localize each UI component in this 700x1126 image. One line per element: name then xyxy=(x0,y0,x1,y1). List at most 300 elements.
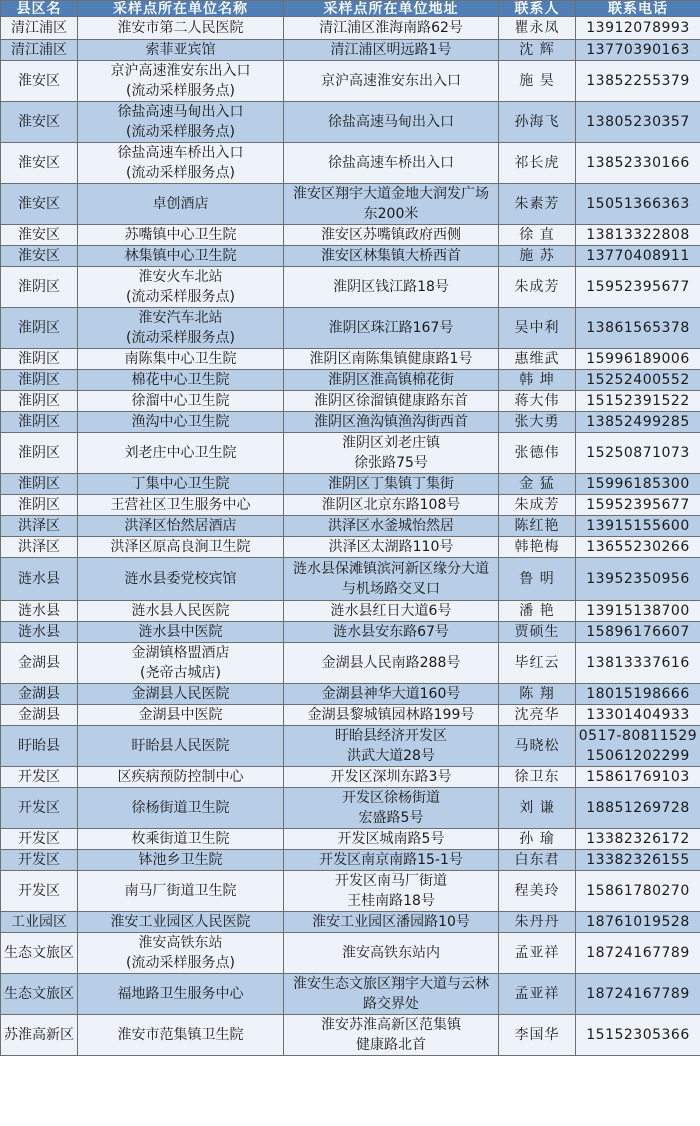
district-cell-line: 淮安区 xyxy=(18,196,60,212)
contact-cell xyxy=(499,412,576,433)
table-row xyxy=(1,40,700,61)
contact-cell xyxy=(499,17,576,40)
site-name-cell-line: 淮安高铁东站 xyxy=(138,935,223,951)
phone-cell xyxy=(576,143,700,184)
table-row xyxy=(1,558,700,601)
district-cell xyxy=(1,974,78,1015)
site-name-cell-line: 林集镇中心卫生院 xyxy=(124,248,237,264)
site-name-cell xyxy=(78,767,284,788)
site-name-cell-line: 淮安火车北站 xyxy=(138,269,223,285)
phone-cell-line: 15051366363 xyxy=(586,196,690,212)
site-address-cell xyxy=(284,495,499,516)
phone-cell xyxy=(576,912,700,933)
header-contact: 联系人 xyxy=(499,1,576,17)
phone-cell xyxy=(576,308,700,349)
district-cell-line: 淮安区 xyxy=(18,73,60,89)
district-cell xyxy=(1,474,78,495)
site-address-cell-line: 淮安工业园区潘园路10号 xyxy=(312,914,470,930)
contact-cell-line: 刘 谦 xyxy=(519,800,555,816)
contact-cell xyxy=(499,391,576,412)
contact-cell xyxy=(499,267,576,308)
site-address-cell xyxy=(284,601,499,622)
table-row xyxy=(1,974,700,1015)
contact-cell xyxy=(499,974,576,1015)
site-address-cell-line: 淮阴区徐溜镇健康路东首 xyxy=(314,393,468,409)
phone-cell xyxy=(576,474,700,495)
district-cell xyxy=(1,184,78,225)
phone-cell xyxy=(576,61,700,102)
site-name-cell-line: 丁集中心卫生院 xyxy=(131,476,230,492)
site-address-cell xyxy=(284,788,499,829)
table-row xyxy=(1,225,700,246)
site-address-cell xyxy=(284,974,499,1015)
table-row xyxy=(1,495,700,516)
site-address-cell xyxy=(284,871,499,912)
site-name-cell xyxy=(78,495,284,516)
contact-cell-line: 白东君 xyxy=(514,852,560,868)
site-name-cell-line: 徐盐高速马甸出入口 xyxy=(117,104,244,120)
phone-cell xyxy=(576,829,700,850)
district-cell xyxy=(1,601,78,622)
phone-cell xyxy=(576,933,700,974)
phone-cell xyxy=(576,601,700,622)
header-district: 县区名 xyxy=(1,1,78,17)
district-cell-line: 淮安区 xyxy=(18,155,60,171)
district-cell xyxy=(1,102,78,143)
district-cell-line: 开发区 xyxy=(18,831,60,847)
contact-cell xyxy=(499,850,576,871)
phone-cell xyxy=(576,684,700,705)
phone-cell-line: 15250871073 xyxy=(586,445,690,461)
header-row xyxy=(1,1,700,17)
phone-cell-line: 13813322808 xyxy=(586,227,690,243)
phone-cell xyxy=(576,433,700,474)
contact-cell-line: 孟亚祥 xyxy=(514,945,560,961)
phone-cell xyxy=(576,349,700,370)
site-name-cell-line: (流动采样服务点) xyxy=(126,165,235,181)
site-address-cell xyxy=(284,184,499,225)
table-row xyxy=(1,184,700,225)
site-address-cell-line: 淮阴区淮高镇棉花街 xyxy=(328,372,454,388)
site-name-cell xyxy=(78,349,284,370)
phone-cell-line: 13655230266 xyxy=(586,539,690,555)
site-address-cell-line: 清江浦区淮海南路62号 xyxy=(319,20,463,36)
site-name-cell xyxy=(78,726,284,767)
site-name-cell xyxy=(78,684,284,705)
site-name-cell xyxy=(78,391,284,412)
site-address-cell-line: 路交界处 xyxy=(363,996,419,1012)
site-address-cell xyxy=(284,61,499,102)
site-address-cell-line: 健康路北首 xyxy=(356,1037,426,1053)
site-address-cell-line: 洪泽区水釜城怡然居 xyxy=(328,518,454,534)
site-address-cell xyxy=(284,474,499,495)
table-row xyxy=(1,412,700,433)
district-cell xyxy=(1,143,78,184)
table-row xyxy=(1,829,700,850)
site-address-cell-line: 开发区南京南路15-1号 xyxy=(319,852,463,868)
contact-cell-line: 沈 辉 xyxy=(519,42,555,58)
phone-cell-line: 18724167789 xyxy=(586,945,690,961)
phone-cell-line: 15952395677 xyxy=(586,497,690,513)
contact-cell-line: 朱素芳 xyxy=(514,196,560,212)
district-cell xyxy=(1,767,78,788)
table-row xyxy=(1,102,700,143)
contact-cell xyxy=(499,102,576,143)
district-cell-line: 涟水县 xyxy=(18,571,60,587)
district-cell-line: 涟水县 xyxy=(18,603,60,619)
site-address-cell xyxy=(284,246,499,267)
phone-cell xyxy=(576,17,700,40)
phone-cell xyxy=(576,767,700,788)
phone-cell-line: 18724167789 xyxy=(586,986,690,1002)
district-cell-line: 淮阴区 xyxy=(18,320,60,336)
district-cell-line: 洪泽区 xyxy=(18,518,60,534)
district-cell-line: 工业园区 xyxy=(11,914,67,930)
contact-cell xyxy=(499,495,576,516)
phone-cell-line: 15152305366 xyxy=(586,1027,690,1043)
district-cell xyxy=(1,788,78,829)
phone-cell xyxy=(576,643,700,684)
district-cell xyxy=(1,391,78,412)
site-name-cell-line: 棉花中心卫生院 xyxy=(131,372,230,388)
site-address-cell-line: 淮安高铁东站内 xyxy=(342,945,440,961)
site-name-cell xyxy=(78,912,284,933)
phone-cell-line: 13852255379 xyxy=(586,73,690,89)
table-row xyxy=(1,726,700,767)
site-address-cell-line: 淮阴区南陈集镇健康路1号 xyxy=(309,351,473,367)
district-cell xyxy=(1,850,78,871)
phone-cell-line: 15952395677 xyxy=(586,279,690,295)
site-address-cell xyxy=(284,412,499,433)
site-address-cell-line: 涟水县保滩镇滨河新区缘分大道 xyxy=(293,561,489,577)
site-address-cell-line: 开发区城南路5号 xyxy=(337,831,445,847)
site-address-cell-line: 金湖县人民南路288号 xyxy=(321,655,461,671)
table-row xyxy=(1,705,700,726)
site-address-cell-line: 与机场路交叉口 xyxy=(342,581,440,597)
contact-cell-line: 蒋大伟 xyxy=(514,393,560,409)
site-name-cell xyxy=(78,102,284,143)
site-address-cell-line: 淮安区翔宇大道金地大润发广场 xyxy=(293,186,489,202)
phone-cell-line: 15896176607 xyxy=(586,624,690,640)
site-name-cell xyxy=(78,40,284,61)
table-row xyxy=(1,1015,700,1056)
site-address-cell xyxy=(284,102,499,143)
contact-cell-line: 徐卫东 xyxy=(514,769,560,785)
phone-cell xyxy=(576,871,700,912)
table-row xyxy=(1,643,700,684)
site-name-cell-line: 金湖镇格盟酒店 xyxy=(131,645,230,661)
district-cell-line: 淮安区 xyxy=(18,248,60,264)
phone-cell xyxy=(576,705,700,726)
site-name-cell-line: (流动采样服务点) xyxy=(126,955,235,971)
site-name-cell xyxy=(78,370,284,391)
table-row xyxy=(1,684,700,705)
district-cell-line: 清江浦区 xyxy=(11,42,67,58)
phone-cell-line: 15996189006 xyxy=(586,351,690,367)
contact-cell-line: 贾硕生 xyxy=(514,624,560,640)
contact-cell xyxy=(499,143,576,184)
contact-cell xyxy=(499,433,576,474)
site-address-cell xyxy=(284,850,499,871)
phone-cell-line: 15152391522 xyxy=(586,393,690,409)
site-address-cell-line: 淮安区林集镇大桥西首 xyxy=(321,248,461,264)
site-name-cell-line: 苏嘴镇中心卫生院 xyxy=(124,227,237,243)
phone-cell-line: 13915138700 xyxy=(586,603,690,619)
site-address-cell xyxy=(284,391,499,412)
site-address-cell xyxy=(284,267,499,308)
site-address-cell xyxy=(284,726,499,767)
site-address-cell xyxy=(284,705,499,726)
contact-cell xyxy=(499,61,576,102)
contact-cell xyxy=(499,767,576,788)
site-name-cell-line: 枚乘街道卫生院 xyxy=(131,831,230,847)
contact-cell xyxy=(499,474,576,495)
site-address-cell xyxy=(284,558,499,601)
phone-cell-line: 13382326155 xyxy=(586,852,690,868)
site-address-cell-line: 京沪高速淮安东出入口 xyxy=(321,73,461,89)
district-cell xyxy=(1,40,78,61)
phone-cell-line: 13852499285 xyxy=(586,414,690,430)
contact-cell-line: 毕红云 xyxy=(514,655,560,671)
district-cell xyxy=(1,433,78,474)
table-row xyxy=(1,143,700,184)
district-cell xyxy=(1,829,78,850)
contact-cell xyxy=(499,912,576,933)
table-row xyxy=(1,391,700,412)
site-address-cell-line: 淮安区苏嘴镇政府西侧 xyxy=(321,227,461,243)
site-address-cell xyxy=(284,1015,499,1056)
table-row xyxy=(1,61,700,102)
contact-cell xyxy=(499,622,576,643)
site-name-cell-line: (流动采样服务点) xyxy=(126,83,235,99)
site-name-cell-line: 金湖县人民医院 xyxy=(131,686,230,702)
site-name-cell xyxy=(78,974,284,1015)
table-row xyxy=(1,17,700,40)
phone-cell xyxy=(576,370,700,391)
site-name-cell xyxy=(78,601,284,622)
contact-cell xyxy=(499,516,576,537)
district-cell-line: 淮阴区 xyxy=(18,372,60,388)
table-row xyxy=(1,516,700,537)
site-name-cell xyxy=(78,558,284,601)
district-cell-line: 苏淮高新区 xyxy=(4,1027,74,1043)
district-cell xyxy=(1,933,78,974)
district-cell-line: 开发区 xyxy=(18,883,60,899)
site-address-cell-line: 清江浦区明远路1号 xyxy=(330,42,452,58)
site-name-cell-line: 金湖县中医院 xyxy=(138,707,223,723)
district-cell xyxy=(1,246,78,267)
site-address-cell-line: 涟水县红日大道6号 xyxy=(330,603,452,619)
site-name-cell-line: 淮安汽车北站 xyxy=(138,310,223,326)
site-name-cell-line: 淮安市范集镇卫生院 xyxy=(117,1027,244,1043)
phone-cell-line: 18015198666 xyxy=(586,686,690,702)
table-body xyxy=(1,17,700,1056)
phone-cell xyxy=(576,412,700,433)
phone-cell xyxy=(576,267,700,308)
phone-cell xyxy=(576,558,700,601)
site-name-cell xyxy=(78,17,284,40)
site-name-cell xyxy=(78,829,284,850)
site-name-cell-line: 淮安市第二人民医院 xyxy=(117,20,244,36)
contact-cell xyxy=(499,558,576,601)
contact-cell-line: 孙海飞 xyxy=(514,114,560,130)
district-cell xyxy=(1,537,78,558)
site-name-cell xyxy=(78,537,284,558)
site-name-cell-line: 南陈集中心卫生院 xyxy=(124,351,237,367)
site-name-cell-line: 涟水县中医院 xyxy=(138,624,223,640)
site-address-cell-line: 洪武大道28号 xyxy=(347,748,435,764)
contact-cell-line: 朱丹丹 xyxy=(514,914,560,930)
contact-cell-line: 陈 翔 xyxy=(519,686,555,702)
site-name-cell-line: 南马厂街道卫生院 xyxy=(124,883,237,899)
district-cell-line: 开发区 xyxy=(18,769,60,785)
site-name-cell xyxy=(78,622,284,643)
district-cell-line: 开发区 xyxy=(18,800,60,816)
site-address-cell xyxy=(284,40,499,61)
site-name-cell xyxy=(78,246,284,267)
site-address-cell-line: 淮安苏淮高新区范集镇 xyxy=(321,1017,461,1033)
site-address-cell xyxy=(284,537,499,558)
site-name-cell-line: 王营社区卫生服务中心 xyxy=(110,497,251,513)
phone-cell-line: 13861565378 xyxy=(586,320,690,336)
site-name-cell xyxy=(78,788,284,829)
phone-cell xyxy=(576,537,700,558)
phone-cell xyxy=(576,1015,700,1056)
site-address-cell xyxy=(284,516,499,537)
district-cell-line: 淮阴区 xyxy=(18,393,60,409)
district-cell-line: 淮阴区 xyxy=(18,476,60,492)
district-cell xyxy=(1,349,78,370)
site-name-cell xyxy=(78,643,284,684)
site-address-cell-line: 东200米 xyxy=(363,206,419,222)
contact-cell xyxy=(499,829,576,850)
district-cell-line: 金湖县 xyxy=(18,686,60,702)
site-address-cell-line: 淮阴区北京东路108号 xyxy=(321,497,461,513)
phone-cell xyxy=(576,516,700,537)
contact-cell-line: 程美玲 xyxy=(514,883,560,899)
site-address-cell-line: 金湖县黎城镇园林路199号 xyxy=(307,707,475,723)
district-cell xyxy=(1,871,78,912)
site-address-cell-line: 开发区南马厂街道 xyxy=(335,873,447,889)
site-address-cell-line: 开发区深圳东路3号 xyxy=(330,769,452,785)
site-address-cell xyxy=(284,767,499,788)
site-address-cell xyxy=(284,643,499,684)
site-name-cell-line: 洪泽区原高良涧卫生院 xyxy=(110,539,251,555)
table-row xyxy=(1,850,700,871)
site-name-cell xyxy=(78,267,284,308)
contact-cell xyxy=(499,225,576,246)
site-name-cell xyxy=(78,412,284,433)
contact-cell-line: 金 猛 xyxy=(519,476,555,492)
site-name-cell xyxy=(78,705,284,726)
district-cell xyxy=(1,61,78,102)
contact-cell-line: 张德伟 xyxy=(514,445,560,461)
contact-cell xyxy=(499,871,576,912)
site-address-cell xyxy=(284,622,499,643)
header-site-address: 采样点所在单位地址 xyxy=(284,1,499,17)
district-cell xyxy=(1,495,78,516)
phone-cell-line: 15996185300 xyxy=(586,476,690,492)
site-name-cell-line: 徐盐高速车桥出入口 xyxy=(117,145,244,161)
phone-cell-line: 13915155600 xyxy=(586,518,690,534)
district-cell xyxy=(1,684,78,705)
site-address-cell-line: 徐盐高速马甸出入口 xyxy=(328,114,454,130)
contact-cell-line: 施 昊 xyxy=(519,73,555,89)
district-cell xyxy=(1,267,78,308)
contact-cell xyxy=(499,788,576,829)
phone-cell xyxy=(576,726,700,767)
site-address-cell-line: 开发区徐杨街道 xyxy=(342,790,440,806)
contact-cell-line: 李国华 xyxy=(514,1027,560,1043)
site-name-cell-line: (流动采样服务点) xyxy=(126,330,235,346)
contact-cell-line: 孙 瑜 xyxy=(519,831,555,847)
site-address-cell-line: 淮阴区钱江路18号 xyxy=(333,279,449,295)
contact-cell-line: 祁长虎 xyxy=(514,155,560,171)
contact-cell-line: 吴中利 xyxy=(514,320,560,336)
site-name-cell xyxy=(78,184,284,225)
table-row xyxy=(1,537,700,558)
site-name-cell-line: 福地路卫生服务中心 xyxy=(117,986,244,1002)
site-address-cell xyxy=(284,684,499,705)
table-row xyxy=(1,912,700,933)
phone-cell xyxy=(576,788,700,829)
phone-cell xyxy=(576,40,700,61)
phone-cell-line: 13813337616 xyxy=(586,655,690,671)
site-name-cell-line: 徐杨街道卫生院 xyxy=(131,800,230,816)
site-name-cell-line: 索菲亚宾馆 xyxy=(145,42,216,58)
contact-cell-line: 鲁 明 xyxy=(519,571,555,587)
district-cell xyxy=(1,17,78,40)
phone-cell-line: 0517-80811529 xyxy=(578,728,698,744)
site-name-cell-line: (尧帝古城店) xyxy=(140,665,221,681)
site-address-cell xyxy=(284,143,499,184)
contact-cell xyxy=(499,246,576,267)
district-cell xyxy=(1,516,78,537)
phone-cell-line: 13770390163 xyxy=(586,42,690,58)
contact-cell-line: 徐 直 xyxy=(519,227,555,243)
contact-cell-line: 惠维武 xyxy=(514,351,560,367)
site-name-cell xyxy=(78,933,284,974)
site-name-cell xyxy=(78,850,284,871)
phone-cell-line: 18761019528 xyxy=(586,914,690,930)
table-header xyxy=(1,1,700,17)
phone-cell-line: 15061202299 xyxy=(586,748,690,764)
site-name-cell-line: 卓创酒店 xyxy=(152,196,209,212)
table-row xyxy=(1,370,700,391)
district-cell-line: 淮阴区 xyxy=(18,279,60,295)
phone-cell xyxy=(576,622,700,643)
contact-cell xyxy=(499,933,576,974)
site-address-cell-line: 淮阴区丁集镇丁集街 xyxy=(328,476,454,492)
site-name-cell xyxy=(78,516,284,537)
site-address-cell-line: 淮阴区珠江路167号 xyxy=(328,320,454,336)
phone-cell-line: 15252400552 xyxy=(586,372,690,388)
phone-cell xyxy=(576,225,700,246)
site-name-cell-line: 区疾病预防控制中心 xyxy=(117,769,244,785)
table-row xyxy=(1,474,700,495)
district-cell-line: 淮阴区 xyxy=(18,414,60,430)
site-address-cell-line: 徐张路75号 xyxy=(354,455,428,471)
contact-cell-line: 朱成芳 xyxy=(514,497,560,513)
district-cell xyxy=(1,412,78,433)
contact-cell xyxy=(499,726,576,767)
district-cell xyxy=(1,308,78,349)
site-name-cell-line: (流动采样服务点) xyxy=(126,289,235,305)
contact-cell xyxy=(499,705,576,726)
site-address-cell-line: 盱眙县经济开发区 xyxy=(335,728,447,744)
contact-cell xyxy=(499,1015,576,1056)
contact-cell-line: 沈亮华 xyxy=(514,707,560,723)
